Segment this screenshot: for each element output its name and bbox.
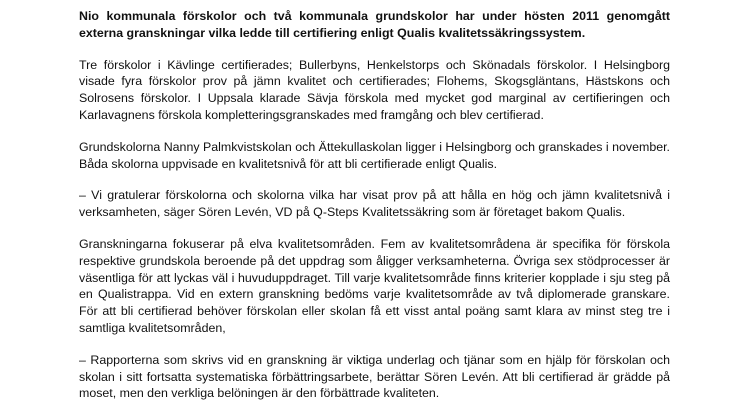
paragraph-quote-reports: – Rapporterna som skrivs vid en granskning är viktiga underlag och tjänar som en hjälp för förskolan och skolan i sitt fortsatta systematiska förbättringsarbete, berättar Sören Levén. Att bli certifierad är grädde på moset, men den verkliga belöningen är den förbättrade kvaliteten. <box>79 352 670 401</box>
paragraph-certified-preschools: Tre förskolor i Kävlinge certifierades; Bullerbyns, Henkelstorps och Skönadals förskolor. I Helsingborg visade fyra förskolor prov på jämn kvalitet och certifierades; Flohems, Skogsgläntans, Hästskons och Solrosens förskolor. I Uppsala klarade Sävja förskola med mycket god marginal av certifieringen och Karlavagnens förskola kompletteringsgranskades med framgång och blev certifierad. <box>79 57 670 122</box>
paragraph-certified-schools: Grundskolorna Nanny Palmkvistskolan och Ättekullaskolan ligger i Helsingborg och granskades i november. Båda skolorna uppvisade en kvalitetsnivå för att bli certifierade enligt Qualis. <box>79 139 670 171</box>
lead-paragraph: Nio kommunala förskolor och två kommunala grundskolor har under hösten 2011 genomgått externa granskningar vilka ledde till certifiering enligt Qualis kvalitetssäkringssystem. <box>79 9 670 40</box>
document-body <box>79 8 670 417</box>
paragraph-quality-areas: Granskningarna fokuserar på elva kvalitetsområden. Fem av kvalitetsområdena är specifika för förskola respektive grundskola beroende på det uppdrag som åligger verksamheterna. Övriga sex stödprocesser är väsentliga för att lyckas väl i huvuduppdraget. Till varje kvalitetsområde finns kriterier kopplade i sju steg på en Qualistrappa. Vid en extern granskning bedöms varje kvalitetsområde av två diplomerade granskare. För att bli certifierad behöver förskolan eller skolan få ett visst antal poäng samt klara av minst steg tre i samtliga kvalitetsområden, <box>79 236 670 335</box>
paragraph-quote-congratulations: – Vi gratulerar förskolorna och skolorna vilka har visat prov på att hålla en hög och jämn kvalitetsnivå i verksamheten, säger Sören Levén, VD på Q-Steps Kvalitetssäkring som är företaget bakom Qualis. <box>79 188 670 220</box>
